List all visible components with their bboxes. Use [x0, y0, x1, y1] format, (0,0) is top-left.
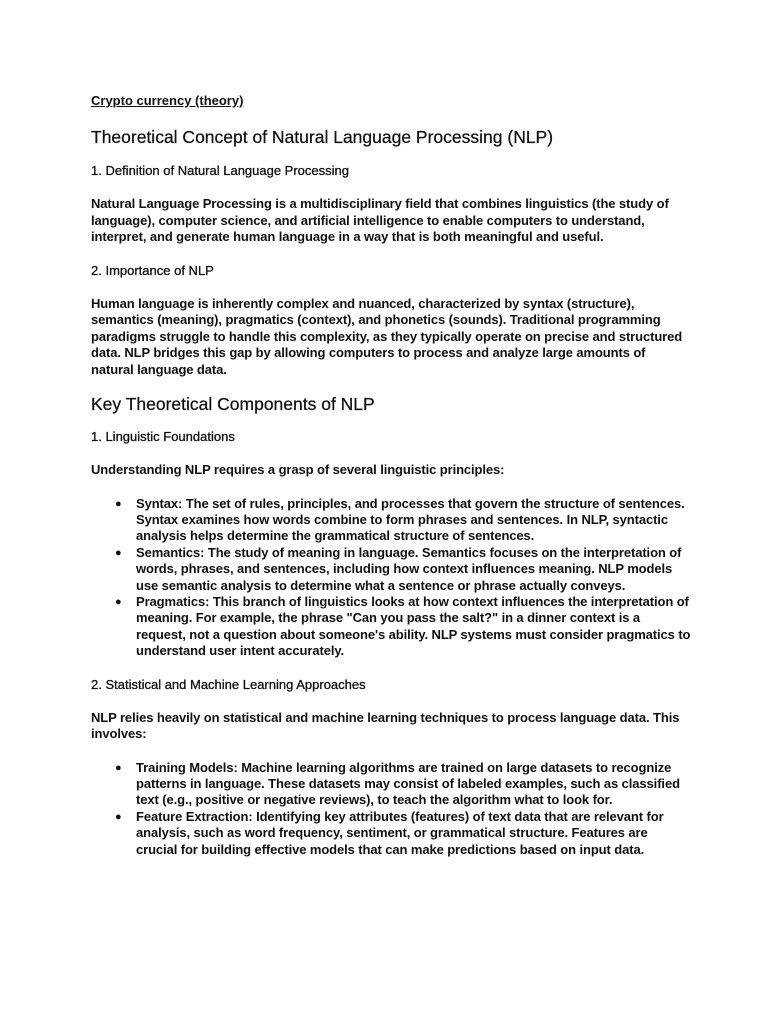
bullet-icon: ● — [115, 546, 122, 559]
paragraph-statistical-intro: NLP relies heavily on statistical and machine learning techniques to process language data. This involves: — [91, 709, 680, 742]
bullet-icon: ● — [115, 595, 122, 608]
section-heading-key-components: Key Theoretical Components of NLP — [91, 394, 375, 414]
bullet-icon: ● — [115, 761, 122, 774]
list-item-text: Pragmatics: This branch of linguistics looks at how context influences the interpretation of meaning. For example, the phrase "Can you pass the salt?" in a dinner context is a request, not a question about someone's ability. NLP systems must consider pragmatics to understand user intent accurately. — [136, 593, 691, 659]
bullet-icon: ● — [115, 810, 122, 823]
document-title: Crypto currency (theory) — [91, 93, 244, 108]
list-item-syntax — [91, 496, 691, 545]
list-item-pragmatics — [91, 594, 691, 660]
subsection-heading-linguistic-foundations: 1. Linguistic Foundations — [91, 429, 235, 444]
list-item-text: Training Models: Machine learning algorithms are trained on large datasets to recognize patterns in language. These datasets may consist of labeled examples, such as classified text (e.g., positive or negative reviews), to teach the algorithm what to look for. — [136, 759, 680, 808]
list-item-text: Syntax: The set of rules, principles, and processes that govern the structure of sentences. Syntax examines how words combine to form phrases and sentences. In NLP, syntactic analysis helps determine the grammatical structure of sentences. — [136, 495, 685, 544]
paragraph-importance: Human language is inherently complex and nuanced, characterized by syntax (structure), semantics (meaning), pragmatics (context), and phonetics (sounds). Traditional programming paradigms struggle to handle this complexity, as they typically operate on precise and structured data. NLP bridges this gap by allowing computers to process and analyze large amounts of natural language data. — [91, 295, 683, 377]
list-item-text: Feature Extraction: Identifying key attributes (features) of text data that are relevant for analysis, such as word frequency, sentiment, or grammatical structure. Features are crucial for building effective models that can make predictions based on input data. — [136, 808, 664, 857]
list-item-feature-extraction — [91, 809, 691, 858]
subsection-heading-statistical-ml: 2. Statistical and Machine Learning Approaches — [91, 676, 366, 692]
paragraph-definition: Natural Language Processing is a multidisciplinary field that combines linguistics (the study of language), computer science, and artificial intelligence to enable computers to understand, interpret, and generate human language in a way that is both meaningful and useful. — [91, 196, 669, 244]
bullet-list-statistical — [91, 760, 691, 858]
paragraph-linguistic-intro: Understanding NLP requires a grasp of several linguistic principles: — [91, 462, 505, 477]
bullet-list-linguistic — [91, 496, 691, 660]
list-item-training-models — [91, 760, 691, 809]
list-item-semantics — [91, 545, 691, 594]
subsection-heading-importance: 2. Importance of NLP — [91, 262, 214, 278]
subsection-heading-definition: 1. Definition of Natural Language Processing — [91, 163, 349, 178]
document-page — [91, 93, 691, 858]
list-item-text: Semantics: The study of meaning in language. Semantics focuses on the interpretation of words, phrases, and sentences, including how context influences meaning. NLP models use semantic analysis to determine what a sentence or phrase actually conveys. — [136, 544, 682, 593]
bullet-icon: ● — [115, 497, 122, 510]
section-heading-theoretical-concept: Theoretical Concept of Natural Language Processing (NLP) — [91, 127, 554, 147]
